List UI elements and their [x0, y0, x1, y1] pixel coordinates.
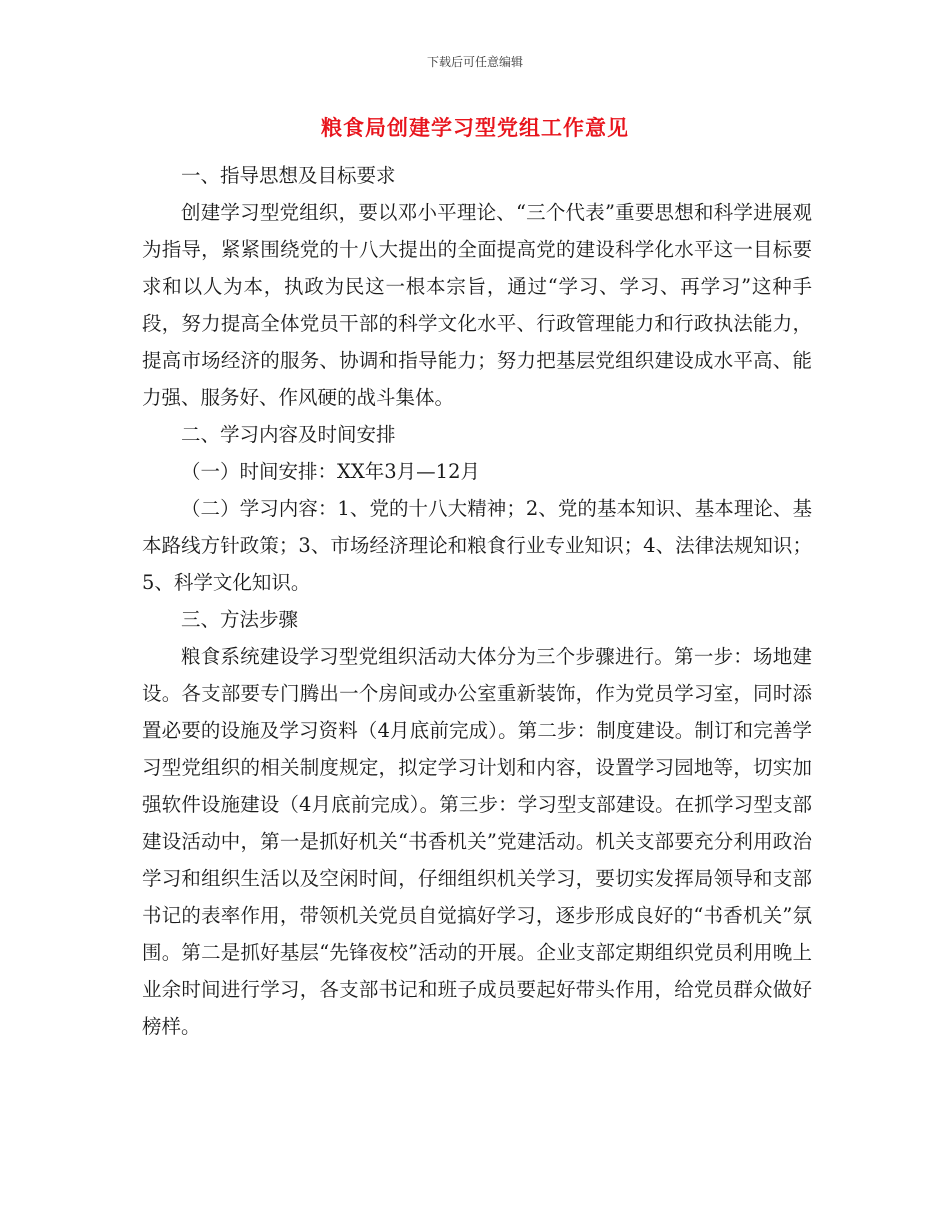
paragraph-time-schedule: （一）时间安排：XX年3月—12月: [181, 460, 480, 483]
section-heading-3: 三、方法步骤: [181, 608, 299, 631]
document-title: 粮食局创建学习型党组工作意见: [321, 115, 629, 140]
paragraph-method-steps: 粮食系统建设学习型党组织活动大体分为三个步骤进行。第一步：场地建设。各支部要专门腾出一个房间或办公室重新装饰，作为党员学习室，同时添置必要的设施及学习资料（4月底前完成）。第二步：制度建设。制订和完善学习型党组织的相关制度规定，拟定学习计划和内容，设置学习园地等，切实加强软件设施建设（4月底前完成）。第三步：学习型支部建设。在抓学习型支部建设活动中，第一是抓好机关“书香机关”党建活动。机关支部要充分利用政治学习和组织生活以及空闲时间，仔细组织机关学习，要切实发挥局领导和支部书记的表率作用，带领机关党员自觉搞好学习，逐步形成良好的“书香机关”氛围。第二是抓好基层“先锋夜校”活动的开展。企业支部定期组织党员利用晚上业余时间进行学习，各支部书记和班子成员要起好带头作用，给党员群众做好榜样。: [142, 645, 812, 1038]
page-header-note: 下载后可任意编辑: [426, 55, 523, 69]
document-body: [142, 157, 812, 1045]
section-heading-2: 二、学习内容及时间安排: [181, 423, 396, 446]
section-heading-1: 一、指导思想及目标要求: [181, 164, 396, 187]
paragraph-study-content: （二）学习内容：1、党的十八大精神；2、党的基本知识、基本理论、基本路线方针政策；3、市场经济理论和粮食行业专业知识；4、法律法规知识；5、科学文化知识。: [142, 497, 812, 594]
paragraph-guiding-thought: 创建学习型党组织，要以邓小平理论、“三个代表”重要思想和科学进展观为指导，紧紧围绕党的十八大提出的全面提高党的建设科学化水平这一目标要求和以人为本，执政为民这一根本宗旨，通过“学习、学习、再学习”这种手段，努力提高全体党员干部的科学文化水平、行政管理能力和行政执法能力，提高市场经济的服务、协调和指导能力；努力把基层党组织建设成水平高、能力强、服务好、作风硬的战斗集体。: [142, 201, 812, 409]
